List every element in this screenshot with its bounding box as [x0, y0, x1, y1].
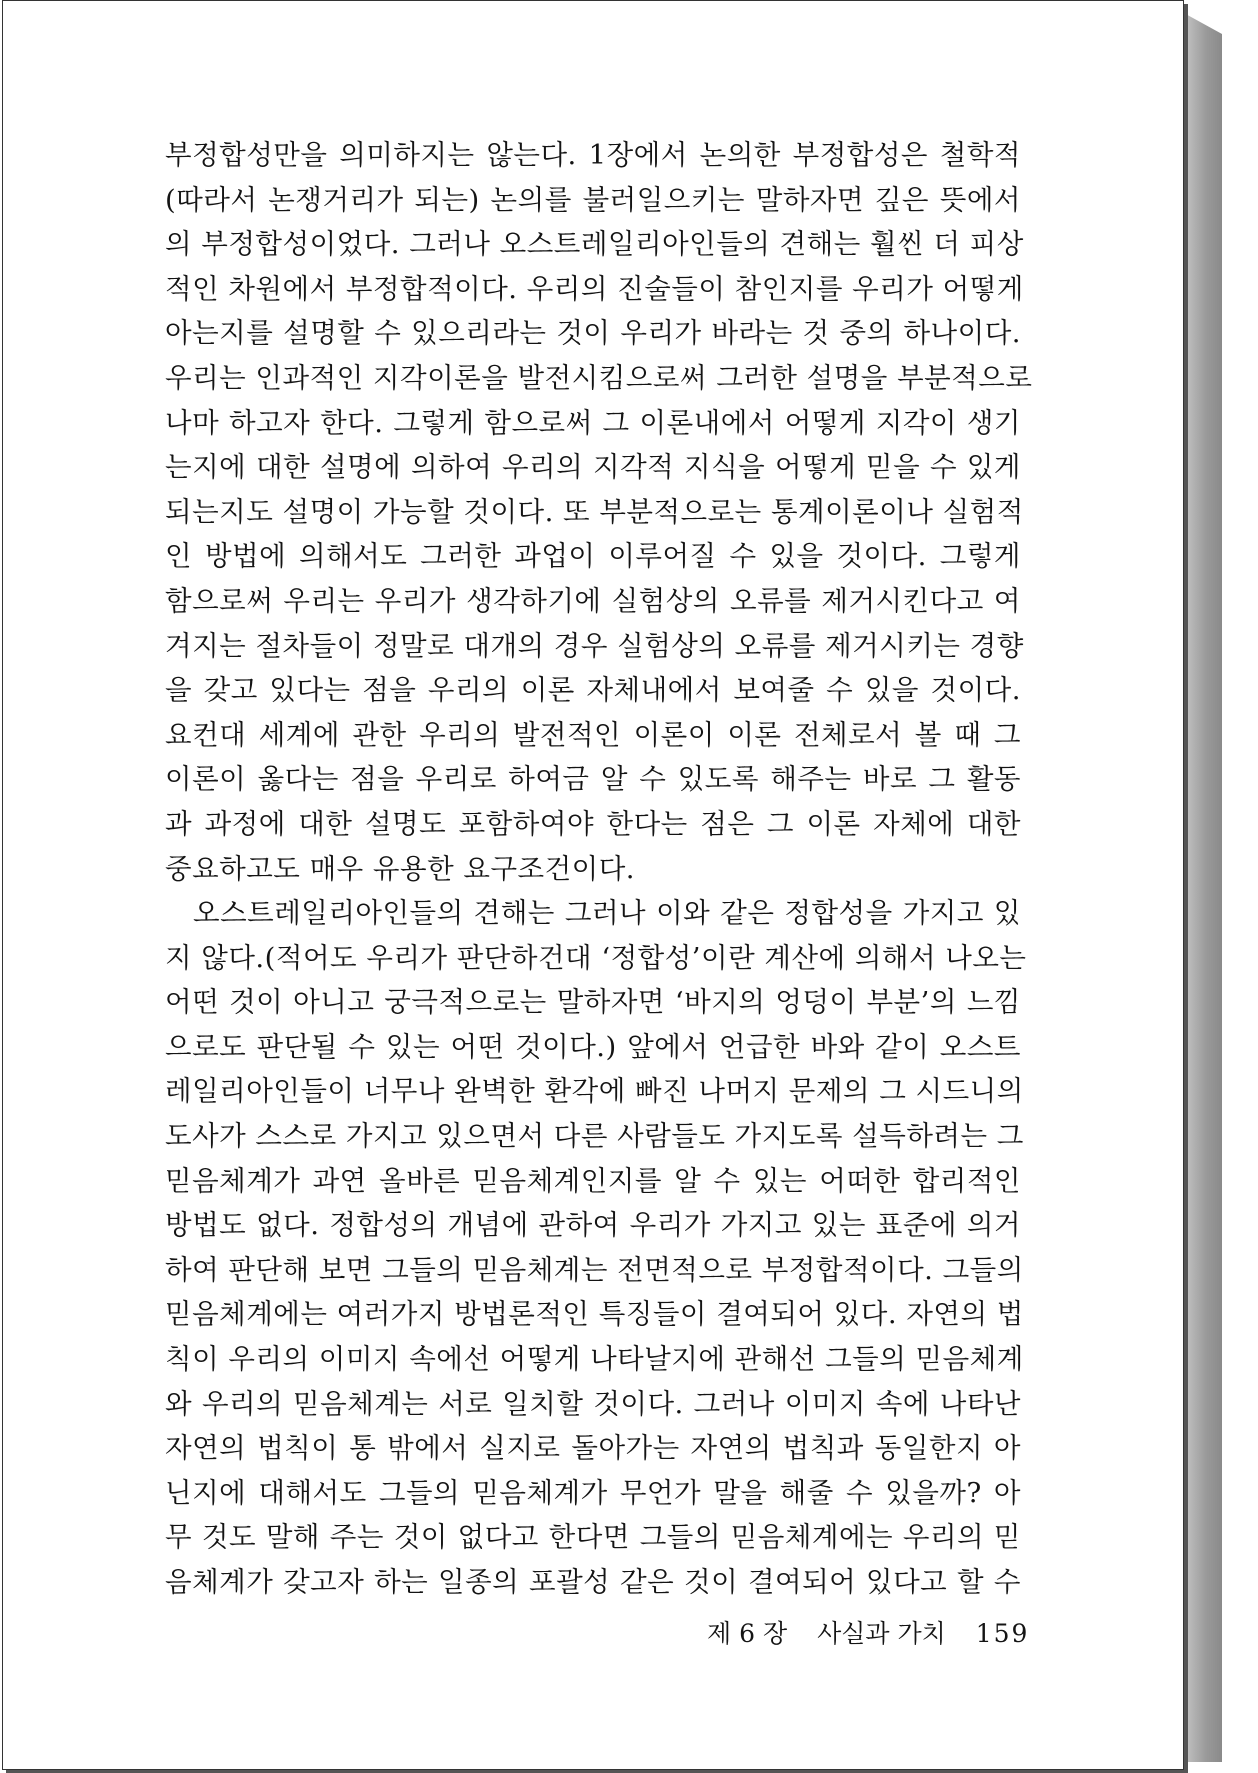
body-line: 지 않다.(적어도 우리가 판단하건대 ‘정합성’이란 계산에 의해서 나오는 [165, 941, 1027, 974]
body-line: 믿음체계가 과연 올바른 믿음체계인지를 알 수 있는 어떠한 합리적인 [165, 1164, 1021, 1197]
book-page-edge [1182, 12, 1222, 1762]
body-line: 음체계가 갖고자 하는 일종의 포괄성 같은 것이 결여되어 있다고 할 수 [165, 1566, 1021, 1598]
book-page [2, 0, 1184, 1770]
body-line: 우리는 인과적인 지각이론을 발전시킴으로써 그러한 설명을 부분적으로 [165, 361, 1033, 394]
body-line: 되는지도 설명이 가능할 것이다. 또 부분적으로는 통계이론이나 실험적 [165, 495, 1024, 528]
body-line: 레일리아인들이 너무나 완벽한 환각에 빠진 나머지 문제의 그 시드니의 [165, 1075, 1024, 1108]
body-line: 요컨대 세계에 관한 우리의 발전적인 이론이 이론 전체로서 볼 때 그 [165, 718, 1021, 751]
body-line: 닌지에 대해서도 그들의 믿음체계가 무언가 말을 해줄 수 있을까? 아 [165, 1476, 1021, 1509]
body-line: 인 방법에 의해서도 그러한 과업이 이루어질 수 있을 것이다. 그렇게 [165, 540, 1021, 573]
body-line: 이론이 옳다는 점을 우리로 하여금 알 수 있도록 해주는 바로 그 활동 [165, 763, 1021, 796]
page-number: 159 [975, 1619, 1030, 1648]
body-line: 자연의 법칙이 통 밖에서 실지로 돌아가는 자연의 법칙과 동일한지 아 [165, 1432, 1021, 1465]
body-line: 도사가 스스로 가지고 있으면서 다른 사람들도 가지도록 설득하려는 그 [165, 1120, 1024, 1153]
body-line: 으로도 판단될 수 있는 어떤 것이다.) 앞에서 언급한 바와 같이 오스트 [165, 1030, 1021, 1063]
body-line: 의 부정합성이었다. 그러나 오스트레일리아인들의 견해는 훨씬 더 피상 [165, 228, 1024, 261]
chapter-title: 사실과 가치 [817, 1619, 946, 1648]
body-line: 과 과정에 대한 설명도 포함하여야 한다는 점은 그 이론 자체에 대한 [165, 807, 1021, 840]
body-line: 부정합성만을 의미하지는 않는다. 1장에서 논의한 부정합성은 철학적 [165, 139, 1021, 171]
body-line: 방법도 없다. 정합성의 개념에 관하여 우리가 가지고 있는 표준에 의거 [165, 1209, 1021, 1242]
body-line: 믿음체계에는 여러가지 방법론적인 특징들이 결여되어 있다. 자연의 법 [165, 1298, 1024, 1331]
body-line: 어떤 것이 아니고 궁극적으로는 말하자면 ‘바지의 엉덩이 부분’의 느낌 [165, 986, 1021, 1019]
body-line: 적인 차원에서 부정합적이다. 우리의 진술들이 참인지를 우리가 어떻게 [165, 272, 1024, 305]
body-line: (따라서 논쟁거리가 되는) 논의를 불러일으키는 말하자면 깊은 뜻에서 [165, 183, 1021, 216]
body-line: 나마 하고자 한다. 그렇게 함으로써 그 이론내에서 어떻게 지각이 생기 [165, 406, 1021, 439]
chapter-label: 제 6 장 [707, 1619, 788, 1648]
body-line: 중요하고도 매우 유용한 요구조건이다. [165, 852, 636, 885]
page-footer [707, 1614, 1051, 1650]
body-line: 오스트레일리아인들의 견해는 그러나 이와 같은 정합성을 가지고 있 [193, 897, 1021, 930]
body-line: 무 것도 말해 주는 것이 없다고 한다면 그들의 믿음체계에는 우리의 믿 [165, 1521, 1021, 1554]
body-line: 을 갖고 있다는 점을 우리의 이론 자체내에서 보여줄 수 있을 것이다. [165, 674, 1021, 707]
body-line: 하여 판단해 보면 그들의 믿음체계는 전면적으로 부정합적이다. 그들의 [165, 1253, 1024, 1286]
body-line: 아는지를 설명할 수 있으리라는 것이 우리가 바라는 것 중의 하나이다. [165, 317, 1021, 350]
body-line: 함으로써 우리는 우리가 생각하기에 실험상의 오류를 제거시킨다고 여 [165, 584, 1021, 617]
body-line: 는지에 대한 설명에 의하여 우리의 지각적 지식을 어떻게 믿을 수 있게 [165, 451, 1021, 484]
body-line: 칙이 우리의 이미지 속에선 어떻게 나타날지에 관해선 그들의 믿음체계 [165, 1343, 1024, 1376]
body-text [165, 133, 1033, 1605]
body-line: 와 우리의 믿음체계는 서로 일치할 것이다. 그러나 이미지 속에 나타난 [165, 1387, 1021, 1420]
body-line: 겨지는 절차들이 정말로 대개의 경우 실험상의 오류를 제거시키는 경향 [165, 629, 1024, 662]
